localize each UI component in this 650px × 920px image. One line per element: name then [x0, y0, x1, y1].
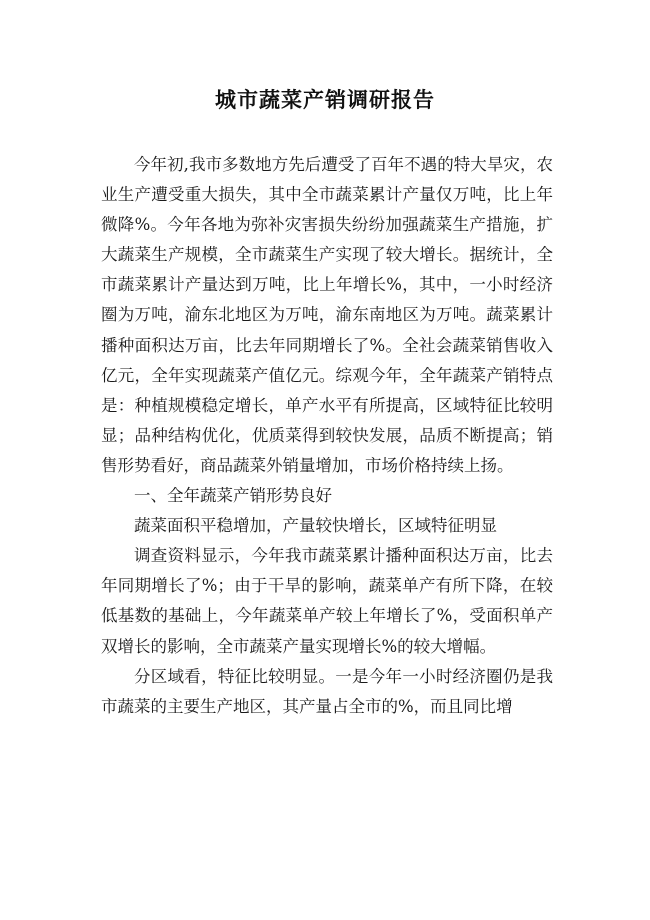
paragraph-intro: 今年初,我市多数地方先后遭受了百年不遇的特大旱灾，农业生产遭受重大损失，其中全市蔬菜累计产量仅万吨，比上年微降%。今年各地为弥补灾害损失纷纷加强蔬菜生产措施，扩大蔬菜生产规模，全市蔬菜生产实现了较大增长。据统计，全市蔬菜累计产量达到万吨，比上年增长%，其中，一小时经济圈为万吨，渝东北地区为万吨，渝东南地区为万吨。蔬菜累计播种面积达万亩，比去年同期增长了%。全社会蔬菜销售收入亿元，全年实现蔬菜产值亿元。综观今年，全年蔬菜产销特点是：种植规模稳定增长，单产水平有所提高，区域特征比较明显；品种结构优化，优质菜得到较快发展，品质不断提高；销售形势看好，商品蔬菜外销量增加，市场价格持续上扬。 [101, 155, 553, 475]
section-heading: 一、全年蔬菜产销形势良好 [134, 486, 332, 506]
paragraph-regional: 分区域看，特征比较明显。一是今年一小时经济圈仍是我市蔬菜的主要生产地区，其产量占全市的%，而且同比增 [101, 666, 553, 716]
subsection-heading: 蔬菜面积平稳增加，产量较快增长，区域特征明显 [134, 516, 497, 536]
paragraph-survey: 调查资料显示，今年我市蔬菜累计播种面积达万亩，比去年同期增长了%；由于干旱的影响，蔬菜单产有所下降，在较低基数的基础上，今年蔬菜单产较上年增长了%，受面积单产双增长的影响，全市蔬菜产量实现增长%的较大增幅。 [101, 546, 553, 656]
document-body [101, 150, 553, 722]
document-title: 城市蔬菜产销调研报告 [215, 88, 435, 112]
